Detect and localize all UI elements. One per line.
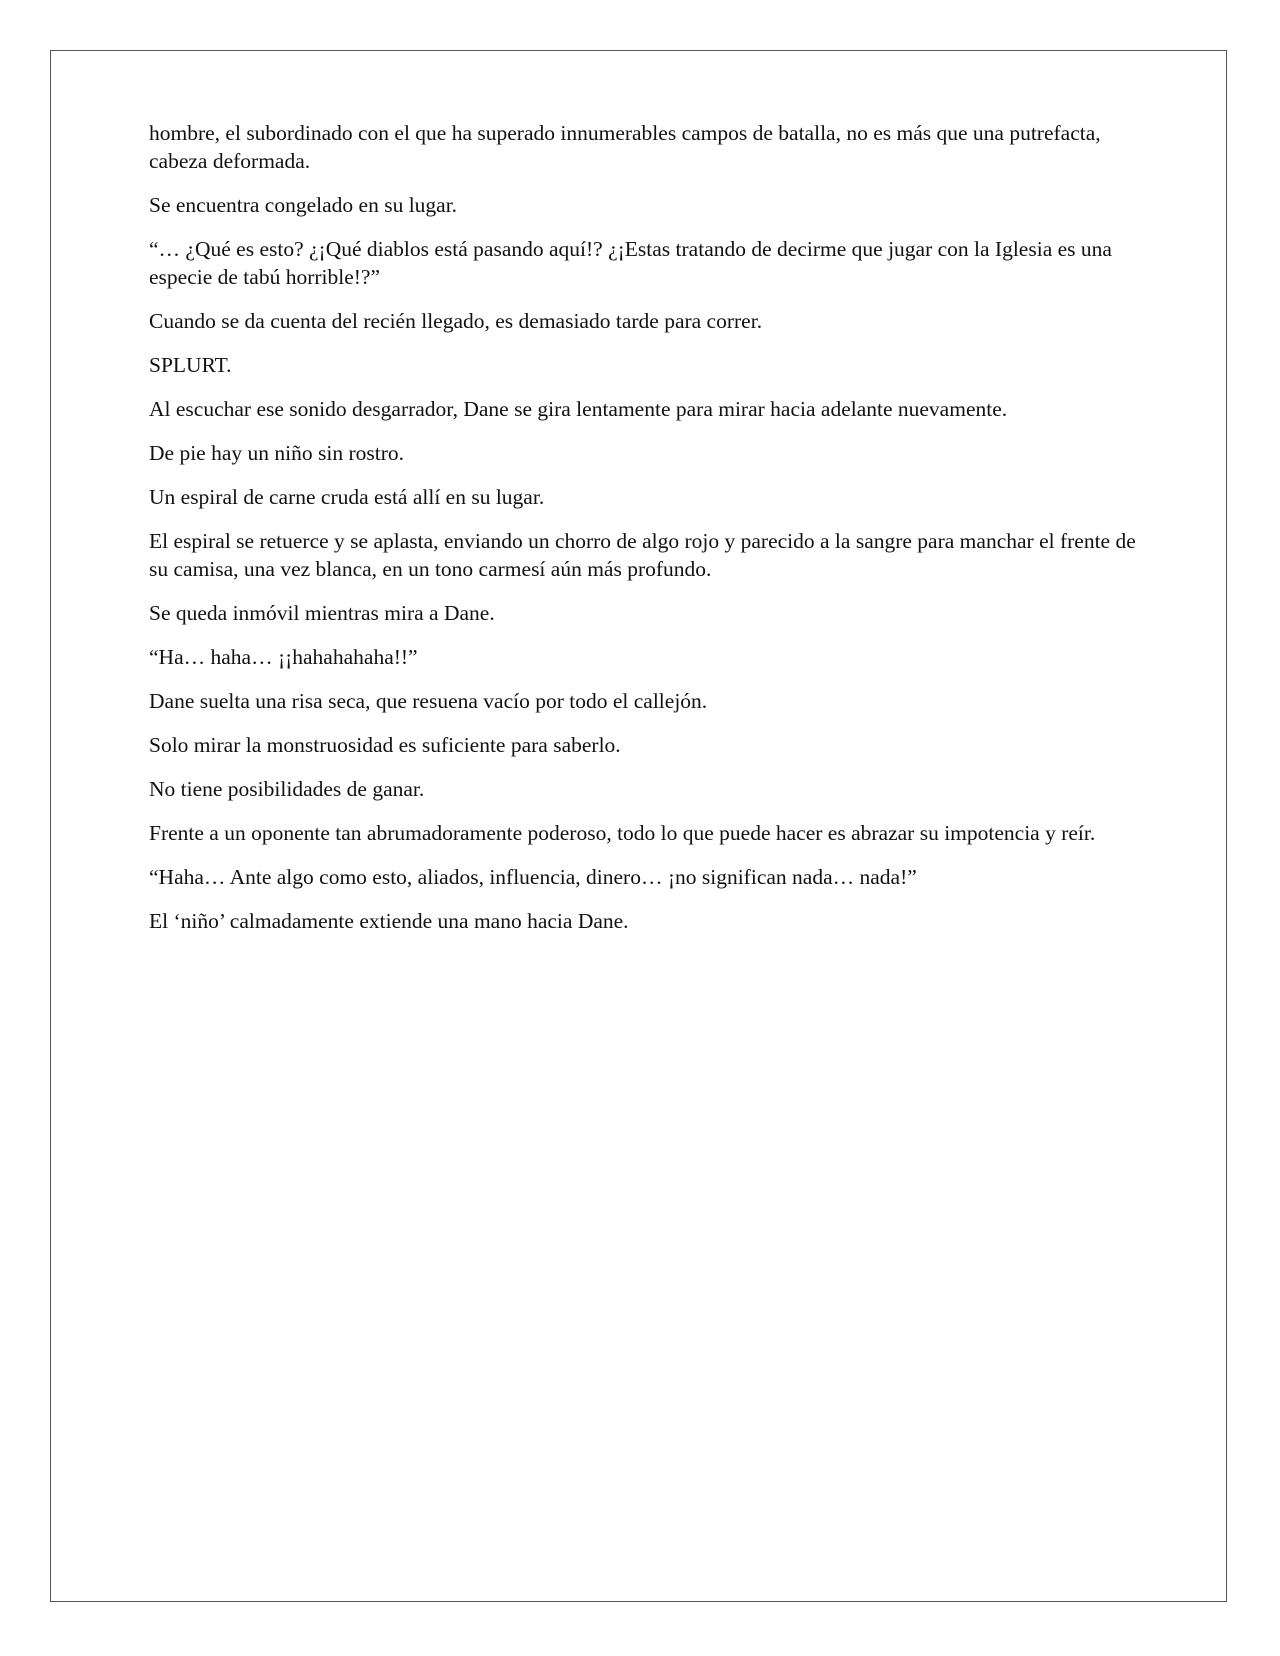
document-page [50, 50, 1227, 1602]
paragraph: Solo mirar la monstruosidad es suficiente para saberlo. [149, 733, 621, 757]
paragraph: El ‘niño’ calmadamente extiende una mano hacia Dane. [149, 909, 629, 933]
paragraph: El espiral se retuerce y se aplasta, enviando un chorro de algo rojo y parecido a la sangre para manchar el frente de su camisa, una vez blanca, en un tono carmesí aún más profundo. [149, 529, 1136, 581]
page-body [149, 119, 1149, 951]
paragraph: Se encuentra congelado en su lugar. [149, 193, 458, 217]
paragraph: SPLURT. [149, 353, 232, 377]
paragraph: Se queda inmóvil mientras mira a Dane. [149, 601, 495, 625]
paragraph: De pie hay un niño sin rostro. [149, 441, 404, 465]
paragraph: hombre, el subordinado con el que ha superado innumerables campos de batalla, no es más que una putrefacta, cabeza deformada. [149, 121, 1101, 173]
paragraph: “… ¿Qué es esto? ¿¡Qué diablos está pasando aquí!? ¿¡Estas tratando de decirme que jugar con la Iglesia es una especie de tabú horrible!?” [149, 237, 1112, 289]
paragraph: “Ha… haha… ¡¡hahahahaha!!” [149, 645, 418, 669]
paragraph: Frente a un oponente tan abrumadoramente poderoso, todo lo que puede hacer es abrazar su impotencia y reír. [149, 821, 1096, 845]
paragraph: Cuando se da cuenta del recién llegado, es demasiado tarde para correr. [149, 309, 763, 333]
paragraph: Un espiral de carne cruda está allí en su lugar. [149, 485, 545, 509]
paragraph: Al escuchar ese sonido desgarrador, Dane se gira lentamente para mirar hacia adelante nuevamente. [149, 397, 1008, 421]
paragraph: Dane suelta una risa seca, que resuena vacío por todo el callejón. [149, 689, 708, 713]
paragraph: “Haha… Ante algo como esto, aliados, influencia, dinero… ¡no significan nada… nada!” [149, 865, 917, 889]
paragraph: No tiene posibilidades de ganar. [149, 777, 425, 801]
